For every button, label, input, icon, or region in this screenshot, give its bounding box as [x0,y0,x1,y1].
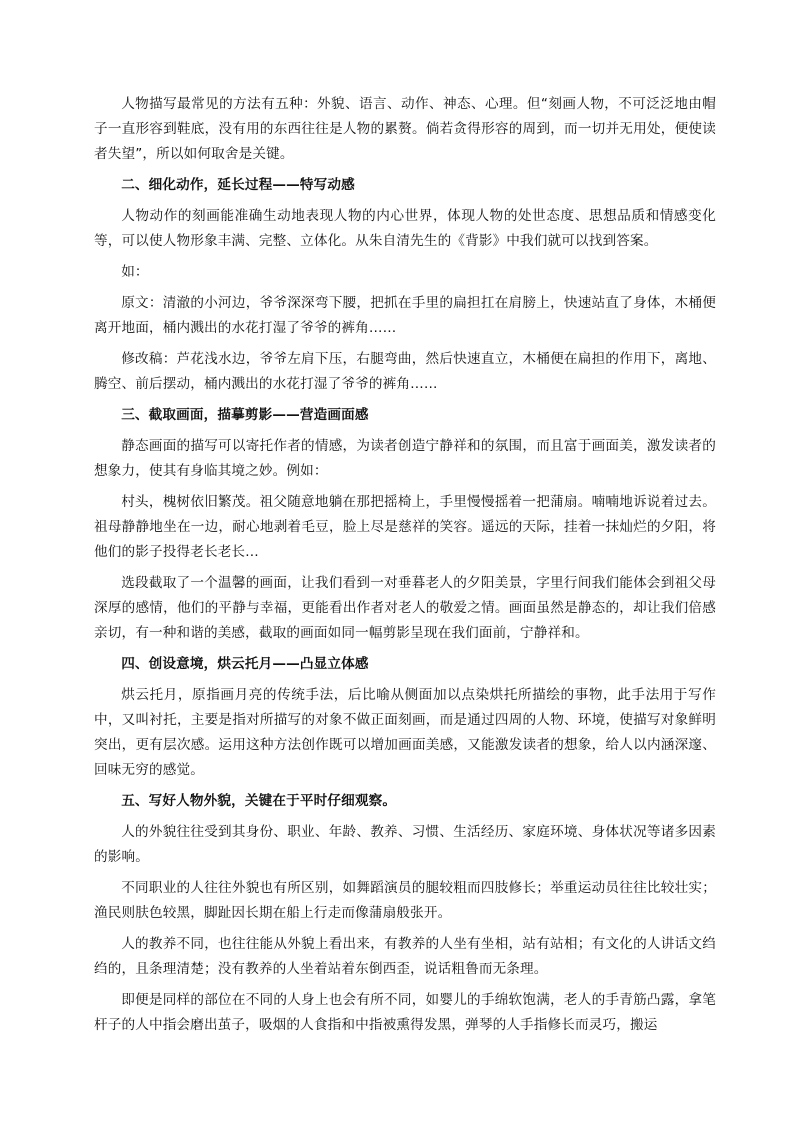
paragraph-static-scene: 静态画面的描写可以寄托作者的情感，为读者创造宁静祥和的氛围，而且富于画面美，激发读者的想象力，使其有身临其境之妙。例如： [94,438,716,479]
paragraph-revised-text: 修改稿：芦花浅水边，爷爷左肩下压，右腿弯曲，然后快速直立，木桶便在扁担的作用下，离地、腾空、前后摆动，桶内溅出的水花打湿了爷爷的裤角…… [94,351,716,392]
section-heading-5: 五、写好人物外貌，关键在于平时仔细观察。 [121,793,397,809]
paragraph-body-parts: 即便是同样的部位在不同的人身上也会有所不同，如婴儿的手绵软饱满，老人的手青筋凸露，拿笔杆子的人中指会磨出茧子，吸烟的人食指和中指被熏得发黑，弹琴的人手指修长而灵巧，搬运 [94,992,716,1033]
section-heading-4: 四、创设意境，烘云托月——凸显立体感 [121,656,369,672]
paragraph-action-description: 人物动作的刻画能准确生动地表现人物的内心世界，体现人物的处世态度、思想品质和情感变化等，可以使人物形象丰满、完整、立体化。从朱自清先生的《背影》中我们就可以找到答案。 [94,208,716,249]
paragraph-excerpt-analysis: 选段截取了一个温馨的画面，让我们看到一对垂暮老人的夕阳美景，字里行间我们能体会到祖父母深厚的感情，他们的平静与幸福，更能看出作者对老人的敬爱之情。画面虽然是静态的，却让我们倍感亲切，有一种和谐的美感，截取的画面如同一幅剪影呈现在我们面前，宁静祥和。 [94,575,716,641]
document-body [94,92,716,1044]
paragraph-original-text: 原文：清澈的小河边，爷爷深深弯下腰，把抓在手里的扁担扛在肩膀上，快速站直了身体，木桶便离开地面，桶内溅出的水花打湿了爷爷的裤角…… [94,295,716,336]
paragraph-contrast-technique: 烘云托月，原指画月亮的传统手法，后比喻从侧面加以点染烘托所描绘的事物，此手法用于写作中，又叫衬托，主要是指对所描写的对象不做正面刻画，而是通过四周的人物、环境，使描写对象鲜明突出，更有层次感。运用这种方法创作既可以增加画面美感，又能激发读者的想象，给人以内涵深邃、回味无穷的感觉。 [94,687,716,778]
paragraph-appearance-factors: 人的外貌往往受到其身份、职业、年龄、教养、习惯、生活经历、家庭环境、身体状况等诸多因素的影响。 [94,824,716,865]
paragraph-upbringing: 人的教养不同，也往往能从外貌上看出来，有教养的人坐有坐相，站有站相；有文化的人讲话文绉绉的，且条理清楚；没有教养的人坐着站着东倒西歪，说话粗鲁而无条理。 [94,936,716,977]
paragraph-occupation: 不同职业的人往往外貌也有所区别，如舞蹈演员的腿较粗而四肢修长；举重运动员往往比较壮实；渔民则肤色较黑，脚趾因长期在船上行走而像蒲扇般张开。 [94,880,716,921]
paragraph-intro: 人物描写最常见的方法有五种：外貌、语言、动作、神态、心理。但“刻画人物，不可泛泛地由帽子一直形容到鞋底，没有用的东西往往是人物的累赘。倘若贪得形容的周到，而一切并无用处，便使读者失望”，所以如何取舍是关键。 [94,96,716,162]
section-heading-2: 二、细化动作，延长过程——特写动感 [121,177,355,193]
paragraph-village-example: 村头，槐树依旧繁茂。祖父随意地躺在那把摇椅上，手里慢慢摇着一把蒲扇。喃喃地诉说着过去。祖母静静地坐在一边，耐心地剥着毛豆，脸上尽是慈祥的笑容。遥远的天际，挂着一抹灿烂的夕阳，将他们的影子投得老长老长… [94,494,716,560]
paragraph-example-label: 如： [121,264,149,280]
section-heading-3: 三、截取画面，描摹剪影——营造画面感 [121,407,369,423]
